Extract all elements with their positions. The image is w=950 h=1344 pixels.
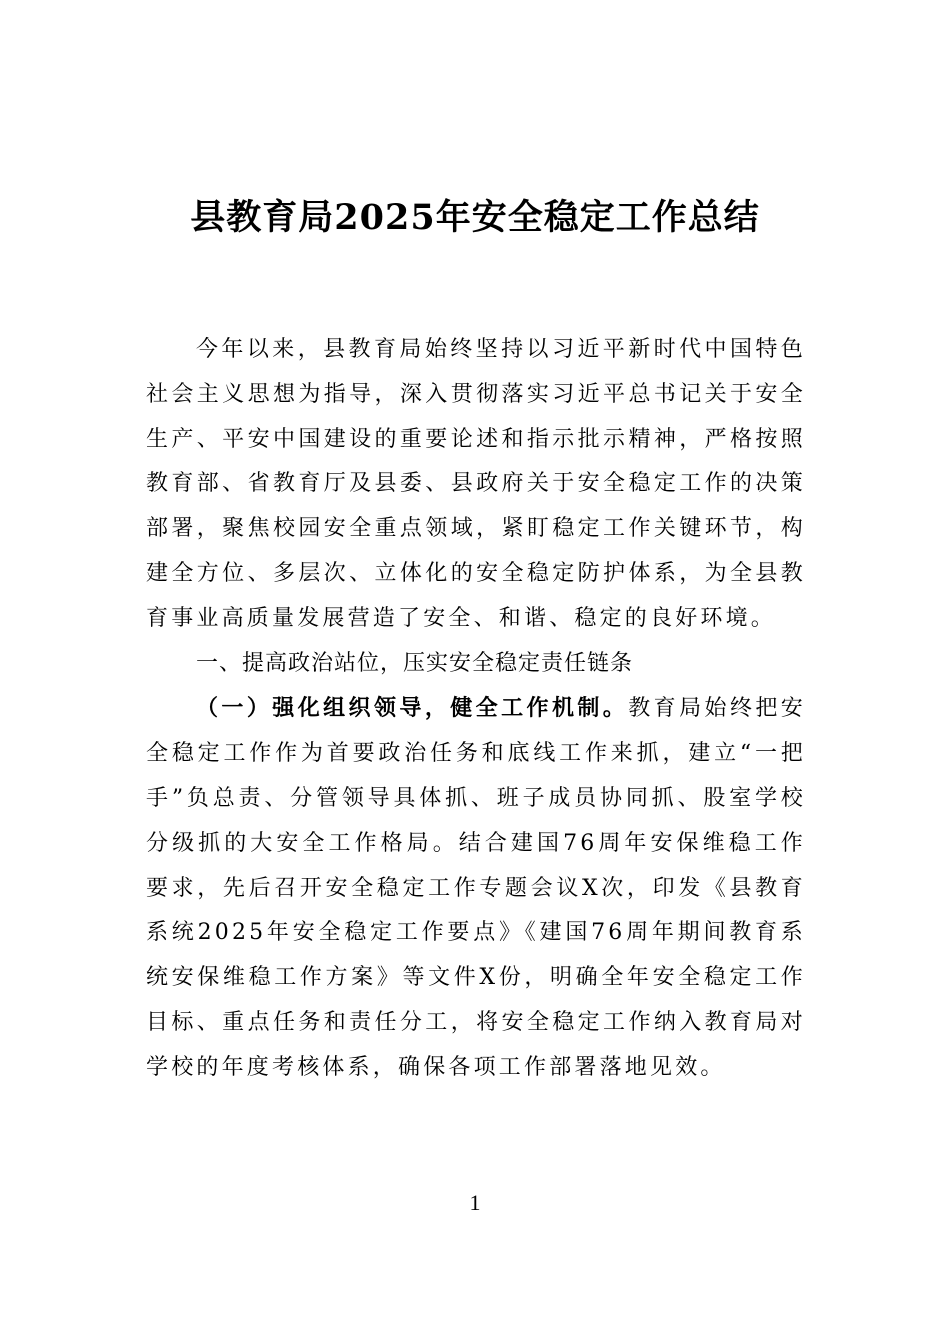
document-body bbox=[146, 328, 806, 1091]
intro-paragraph: 今年以来，县教育局始终坚持以习近平新时代中国特色社会主义思想为指导，深入贯彻落实习近平总书记关于安全生产、平安中国建设的重要论述和指示批示精神，严格按照教育部、省教育厅及县委、县政府关于安全稳定工作的决策部署，聚焦校园安全重点领域，紧盯稳定工作关键环节，构建全方位、多层次、立体化的安全稳定防护体系，为全县教育事业高质量发展营造了安全、和谐、稳定的良好环境。 bbox=[146, 337, 806, 631]
subsection-paragraph-1 bbox=[146, 686, 806, 1090]
document-title: 县教育局2025年安全稳定工作总结 bbox=[190, 197, 760, 238]
page-number: 1 bbox=[469, 1190, 481, 1215]
section-heading-1: 一、提高政治站位，压实安全稳定责任链条 bbox=[196, 650, 634, 676]
subsection-lead: （一）强化组织领导，健全工作机制。 bbox=[196, 695, 629, 722]
subsection-text: 教育局始终把安全稳定工作作为首要政治任务和底线工作来抓，建立“一把手”负总责、分管领导具体抓、班子成员协同抓、股室学校分级抓的大安全工作格局。结合建国76周年安保维稳工作要求，先后召开安全稳定工作专题会议X次，印发《县教育系统2025年安全稳定工作要点》《建国76周年期间教育系统安保维稳工作方案》等文件X份，明确全年安全稳定工作目标、重点任务和责任分工，将安全稳定工作纳入教育局对学校的年度考核体系，确保各项工作部署落地见效。 bbox=[146, 696, 807, 1080]
